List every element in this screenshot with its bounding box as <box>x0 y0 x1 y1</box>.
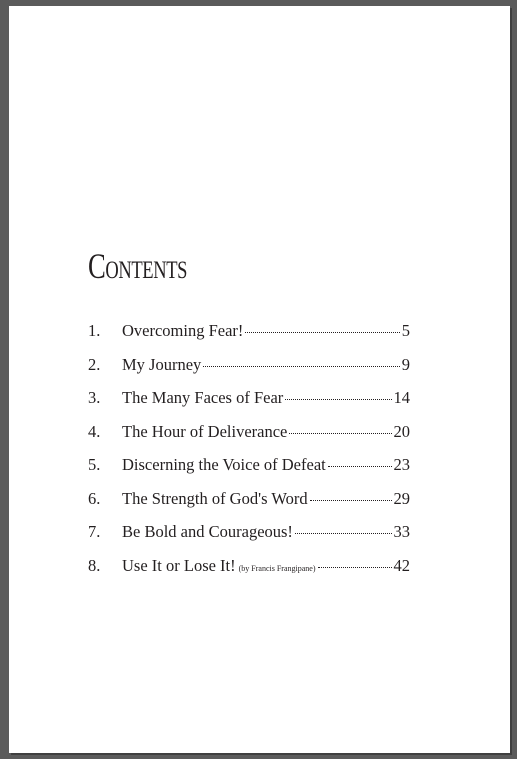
dot-leader <box>310 500 392 501</box>
dot-leader <box>318 567 392 568</box>
entry-title: Use It or Lose It! <box>122 555 236 575</box>
entry-title: The Many Faces of Fear <box>122 388 284 407</box>
entry-number: 1. <box>88 321 101 340</box>
contents-heading-rest: ONTENTS <box>105 257 188 284</box>
toc-entry <box>88 321 410 355</box>
toc-entry <box>88 489 410 523</box>
entry-page: 14 <box>393 388 410 407</box>
entry-number: 5. <box>88 455 101 474</box>
entry-title: Overcoming Fear! <box>122 321 244 340</box>
table-of-contents <box>88 321 410 589</box>
toc-entry <box>88 522 410 556</box>
entry-title: My Journey <box>122 354 202 374</box>
entry-page: 23 <box>393 455 410 474</box>
dot-leader <box>203 366 399 367</box>
toc-entry <box>88 388 410 422</box>
entry-number: 4. <box>88 421 101 441</box>
contents-heading <box>88 246 187 291</box>
entry-page: 42 <box>393 555 410 575</box>
entry-number: 8. <box>88 555 101 575</box>
toc-entry <box>88 422 410 456</box>
contents-heading-initial: C <box>88 246 106 286</box>
entry-page: 5 <box>401 321 410 340</box>
dot-leader <box>295 533 392 534</box>
entry-title: Discerning the Voice of Defeat <box>122 455 326 474</box>
entry-page: 20 <box>393 421 410 441</box>
entry-author-note: (by Francis Frangipane) <box>238 563 316 573</box>
document-page <box>9 6 510 753</box>
dot-leader <box>328 466 392 467</box>
entry-number: 7. <box>88 522 101 541</box>
dot-leader <box>245 332 399 333</box>
entry-page: 9 <box>401 354 410 374</box>
toc-entry <box>88 556 410 590</box>
dot-leader <box>289 433 391 434</box>
entry-number: 3. <box>88 388 101 407</box>
entry-page: 29 <box>393 488 410 508</box>
entry-title: Be Bold and Courageous! <box>122 522 293 541</box>
entry-number: 2. <box>88 354 101 374</box>
toc-entry <box>88 455 410 489</box>
dot-leader <box>285 399 391 400</box>
entry-number: 6. <box>88 488 101 508</box>
entry-title: The Strength of God's Word <box>122 488 308 508</box>
entry-page: 33 <box>393 522 410 541</box>
entry-title: The Hour of Deliverance <box>122 421 288 441</box>
toc-entry <box>88 355 410 389</box>
